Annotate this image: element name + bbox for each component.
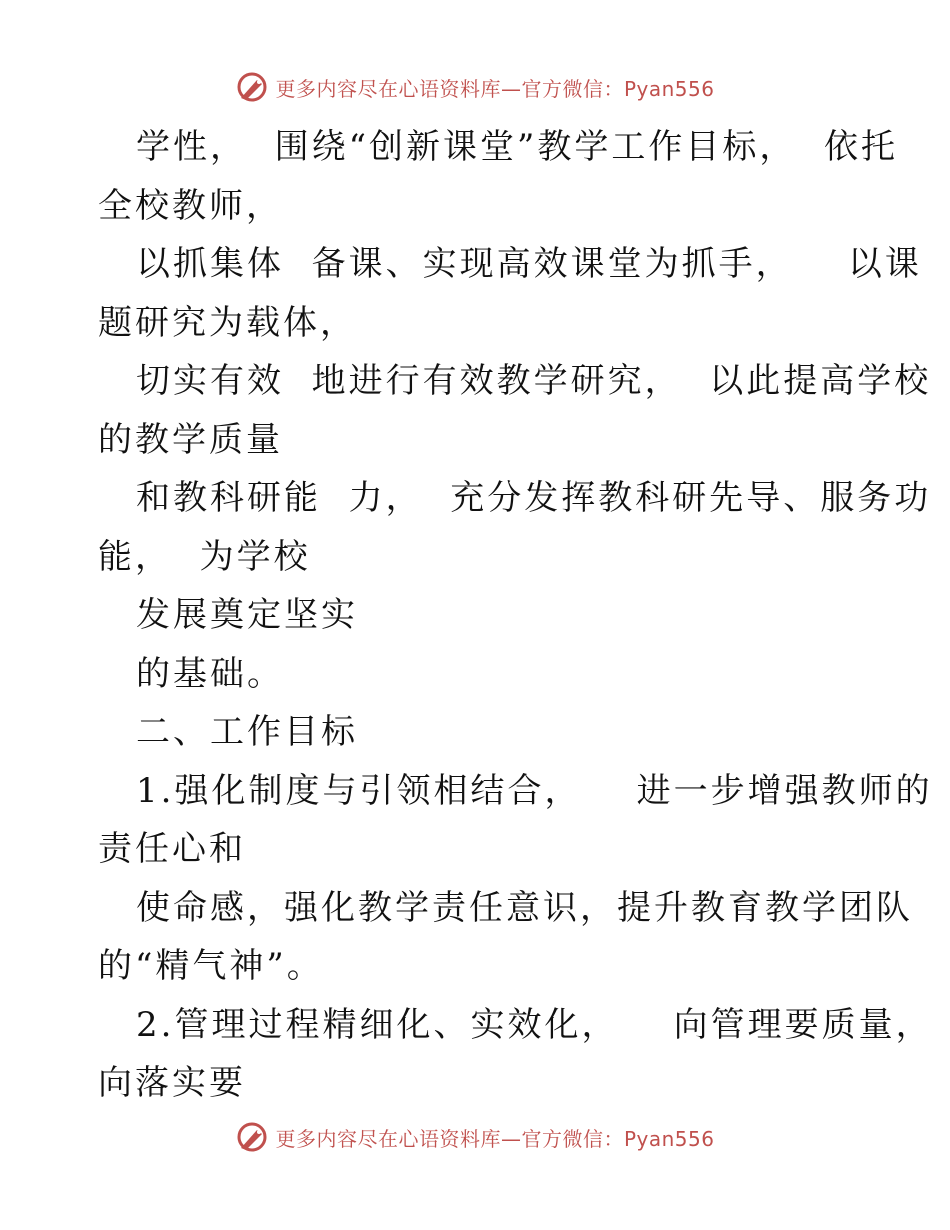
paragraph-line: 能， 为学校 [98,536,311,577]
paragraph-line: 的教学质量 [98,419,283,460]
paragraph-line: 1.强化制度与引领相结合， 进一步增强教师的 [136,770,933,811]
paragraph-line: 向落实要 [98,1063,246,1103]
paragraph-line: 题研究为载体， [98,302,357,343]
document-body [98,118,933,1113]
watermark-text: 更多内容尽在心语资料库—官方微信：Pyan556 [275,1126,715,1151]
paragraph-line: 学性， 围绕“创新课堂”教学工作目标， 依托 [136,127,898,167]
header-watermark [0,70,950,104]
pen-nib-logo-icon [235,1120,269,1154]
paragraph-line: 以抓集体 备课、实现高效课堂为抓手， 以课 [136,244,922,284]
paragraph-line: 发展奠定坚实 [136,595,358,635]
paragraph-line: 使命感，强化教学责任意识，提升教育教学团队 [136,887,913,928]
paragraph-line: 全校教师， [98,185,283,226]
footer-watermark [0,1120,950,1154]
paragraph-line: 和教科研能 力， 充分发挥教科研先导、服务功 [136,478,932,518]
section-heading: 二、工作目标 [136,712,358,752]
paragraph-line: 切实有效 地进行有效教学研究， 以此提高学校 [136,361,932,401]
paragraph-line: 2.管理过程精细化、实效化， 向管理要质量， [136,1004,933,1045]
paragraph-line: 的“精气神”。 [98,946,324,986]
paragraph-line: 责任心和 [98,829,246,869]
pen-nib-logo-icon [235,70,269,104]
watermark-text: 更多内容尽在心语资料库—官方微信：Pyan556 [275,76,715,101]
paragraph-line: 的基础。 [136,653,284,694]
